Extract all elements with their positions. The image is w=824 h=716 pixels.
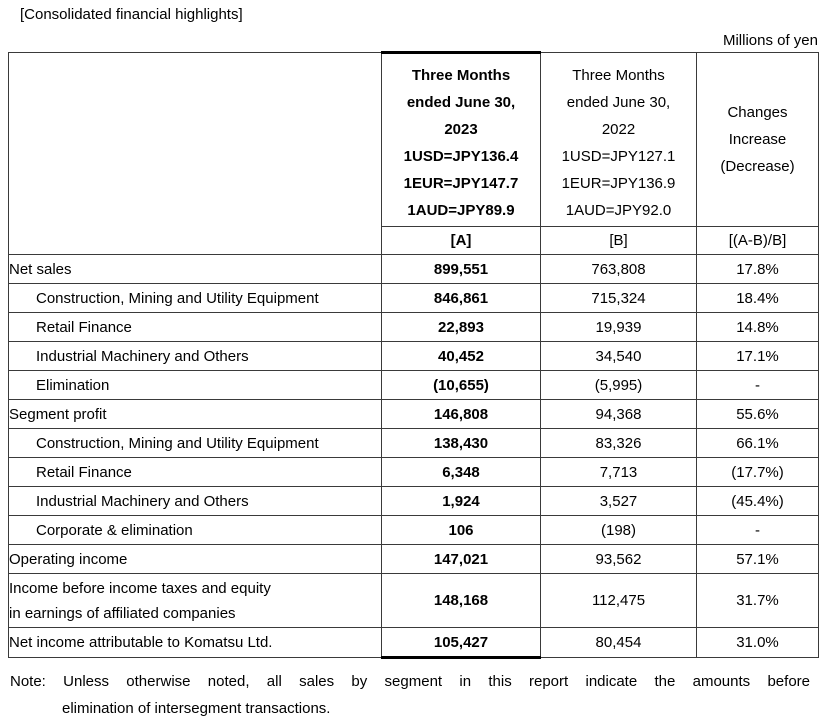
header-b-line: 2022 (601, 120, 636, 138)
header-a-line: Three Months (411, 67, 511, 84)
row-label: Net income attributable to Komatsu Ltd. (9, 628, 382, 658)
table-row (9, 313, 819, 342)
row-label: Corporate & elimination (9, 516, 382, 545)
row-label: Construction, Mining and Utility Equipment (9, 284, 382, 313)
value-a-text: 105,427 (433, 633, 489, 651)
header-a-line: 1USD=JPY136.4 (403, 148, 519, 165)
table-row (9, 255, 819, 284)
footnote (10, 668, 810, 716)
value-a (382, 574, 541, 628)
table-row (9, 371, 819, 400)
value-change: 31.0% (697, 628, 819, 658)
table-row (9, 516, 819, 545)
header-changes-line: Increase (728, 131, 787, 148)
value-change: - (697, 371, 819, 400)
value-change: - (697, 516, 819, 545)
header-period-a (382, 53, 541, 227)
value-change: (45.4%) (697, 487, 819, 516)
value-a-text: 147,021 (433, 550, 489, 568)
value-change: 17.1% (697, 342, 819, 371)
value-a-text: (10,655) (433, 376, 489, 394)
value-a (382, 284, 541, 313)
value-a (382, 400, 541, 429)
value-a-text: 6,348 (442, 463, 480, 481)
header-b-line: 1EUR=JPY136.9 (561, 174, 676, 192)
financial-highlights-table (8, 51, 819, 659)
table-row (9, 545, 819, 574)
value-b: 7,713 (541, 458, 697, 487)
value-a-text: 899,551 (433, 260, 489, 278)
value-a (382, 371, 541, 400)
footnote-line-1: Note: Unless otherwise noted, all sales by segment in this report indicate the amounts before (10, 673, 810, 690)
row-label: Industrial Machinery and Others (9, 342, 382, 371)
value-b: 19,939 (541, 313, 697, 342)
header-changes (697, 53, 819, 227)
header-label-cell (9, 53, 382, 255)
value-a (382, 458, 541, 487)
value-change: 57.1% (697, 545, 819, 574)
value-a (382, 516, 541, 545)
value-b: (5,995) (541, 371, 697, 400)
header-b-line: 1USD=JPY127.1 (561, 147, 676, 165)
header-a-line: ended June 30, (406, 94, 516, 111)
value-b: 83,326 (541, 429, 697, 458)
row-label: Operating income (9, 545, 382, 574)
page-title: [Consolidated financial highlights] (20, 6, 243, 23)
value-a-text: 146,808 (433, 405, 489, 423)
value-b: 715,324 (541, 284, 697, 313)
row-label: Elimination (9, 371, 382, 400)
table-row (9, 429, 819, 458)
header-changes-line: Changes (727, 104, 788, 121)
header-b-line: ended June 30, (566, 93, 671, 111)
value-b: 94,368 (541, 400, 697, 429)
header-b-line: 1AUD=JPY92.0 (565, 201, 672, 219)
header-row (9, 53, 819, 227)
value-a (382, 342, 541, 371)
value-b: 763,808 (541, 255, 697, 284)
table-row (9, 284, 819, 313)
value-a-text: 148,168 (433, 592, 489, 609)
value-b: 3,527 (541, 487, 697, 516)
value-a (382, 429, 541, 458)
row-label-line: Income before income taxes and equity (9, 579, 271, 597)
value-change: 18.4% (697, 284, 819, 313)
value-change: 14.8% (697, 313, 819, 342)
value-a (382, 487, 541, 516)
value-b: (198) (541, 516, 697, 545)
value-a (382, 628, 541, 658)
row-label: Retail Finance (9, 313, 382, 342)
value-change: (17.7%) (697, 458, 819, 487)
row-label: Retail Finance (9, 458, 382, 487)
table-row (9, 342, 819, 371)
value-b: 80,454 (541, 628, 697, 658)
value-b: 34,540 (541, 342, 697, 371)
header-b-line: Three Months (572, 66, 665, 84)
row-label-line: in earnings of affiliated companies (9, 604, 236, 622)
row-label: Industrial Machinery and Others (9, 487, 382, 516)
table-row (9, 487, 819, 516)
value-a-text: 846,861 (433, 289, 489, 307)
table-row (9, 458, 819, 487)
header-a-line: 1EUR=JPY147.7 (403, 175, 519, 192)
value-a (382, 545, 541, 574)
header-period-b (541, 53, 697, 227)
value-b: 93,562 (541, 545, 697, 574)
value-a (382, 255, 541, 284)
footnote-line-2: elimination of intersegment transactions. (62, 700, 331, 716)
value-change: 66.1% (697, 429, 819, 458)
value-change: 55.6% (697, 400, 819, 429)
table-row (9, 628, 819, 658)
header-a-line: 1AUD=JPY89.9 (407, 202, 515, 219)
value-change: 17.8% (697, 255, 819, 284)
value-a-text: 106 (448, 521, 474, 539)
value-a-text: 138,430 (433, 434, 489, 452)
value-b: 112,475 (541, 574, 697, 628)
value-a-text: 22,893 (438, 318, 484, 336)
subheader-b: [B] (541, 227, 697, 255)
value-a-text: 40,452 (438, 347, 484, 365)
row-label: Construction, Mining and Utility Equipment (9, 429, 382, 458)
table-row (9, 400, 819, 429)
value-change: 31.7% (697, 574, 819, 628)
value-a (382, 313, 541, 342)
subheader-a: [A] (382, 227, 541, 255)
row-label (9, 574, 382, 628)
header-a-line: 2023 (444, 121, 478, 138)
row-label: Segment profit (9, 400, 382, 429)
subheader-change: [(A-B)/B] (697, 227, 819, 255)
table-row (9, 574, 819, 628)
header-changes-line: (Decrease) (720, 158, 795, 175)
unit-label: Millions of yen (722, 32, 818, 49)
value-a-text: 1,924 (442, 492, 480, 510)
row-label: Net sales (9, 255, 382, 284)
